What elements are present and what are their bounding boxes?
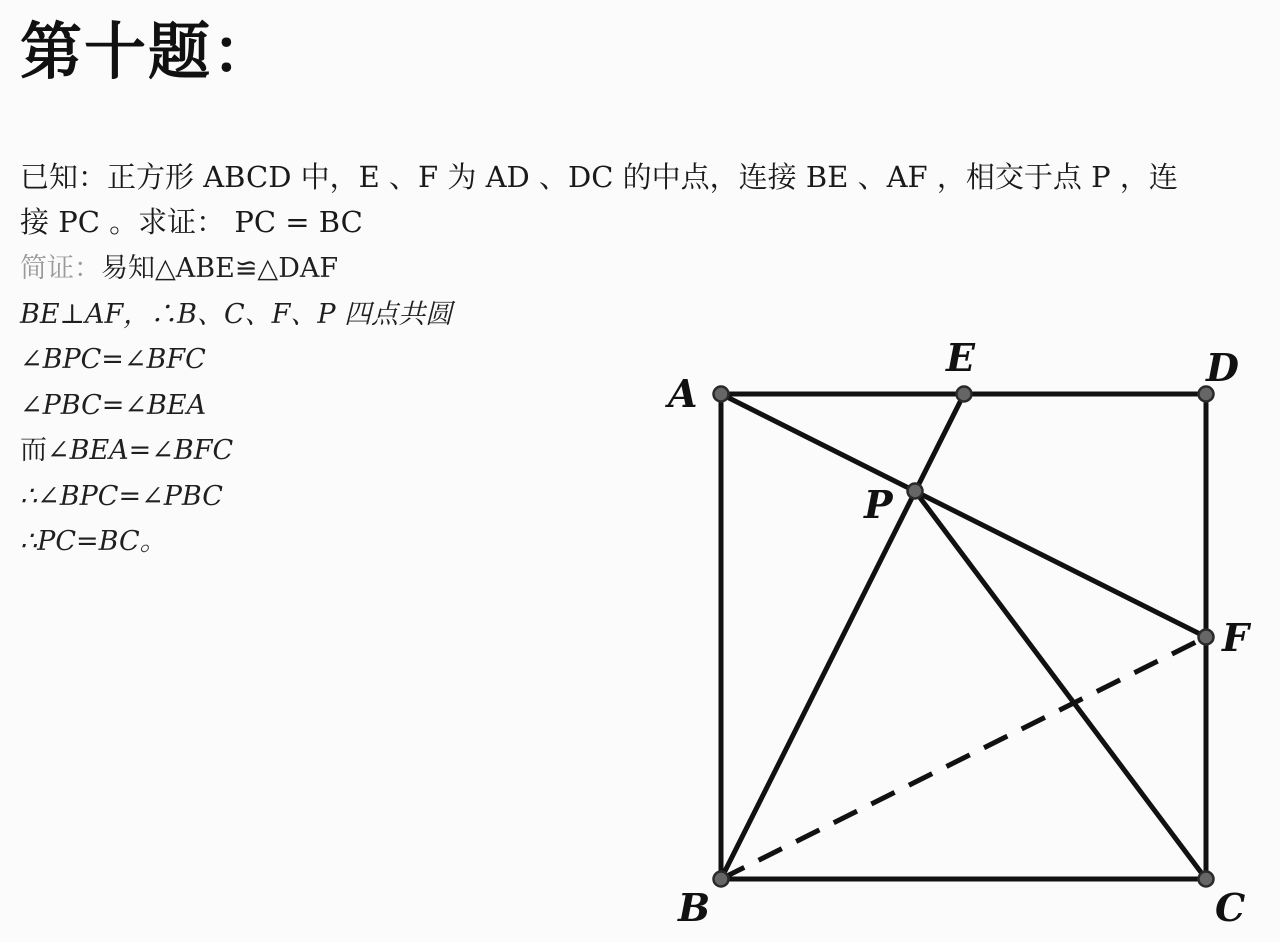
problem-line-1: 已知：正方形 ABCD 中，E 、F 为 AD 、DC 的中点，连接 BE 、AF ，相交于点 P ，连: [20, 160, 1178, 194]
proof-label: 简证：: [20, 253, 101, 284]
proof-line-7: ∴PC=BC。: [20, 526, 167, 557]
point-e: [957, 387, 972, 402]
problem-title: 第十题：: [20, 15, 277, 88]
proof-line-3: ∠BPC=∠BFC: [20, 344, 206, 375]
proof-line-5-rest: ∠BEA=∠BFC: [47, 435, 234, 466]
label-a: A: [668, 371, 698, 416]
point-a: [714, 387, 729, 402]
label-e: E: [946, 335, 975, 380]
label-p: P: [864, 482, 893, 527]
segment-be: [721, 394, 964, 879]
proof-line-2: BE⊥AF，∴B、C、F、P 四点共圆: [20, 298, 453, 330]
proof-line-4: ∠PBC=∠BEA: [20, 389, 207, 421]
proof-congruence: 易知△ABE≌△DAF: [101, 253, 339, 284]
point-p: [908, 484, 923, 499]
problem-line-2: 接 PC 。求证： PC = BC: [20, 205, 363, 239]
segment-pc: [915, 491, 1206, 879]
label-f: F: [1222, 615, 1249, 660]
square-abcd: [721, 394, 1206, 879]
proof-line-6: ∴∠BPC=∠PBC: [20, 480, 223, 512]
label-b: B: [678, 885, 711, 930]
label-c: C: [1215, 885, 1246, 930]
point-c: [1199, 872, 1214, 887]
segment-af: [721, 394, 1206, 637]
proof-line-5-prefix: 而: [20, 435, 47, 466]
point-b: [714, 872, 729, 887]
label-d: D: [1206, 345, 1239, 390]
point-f: [1199, 630, 1214, 645]
segment-bf-dashed: [721, 637, 1206, 879]
